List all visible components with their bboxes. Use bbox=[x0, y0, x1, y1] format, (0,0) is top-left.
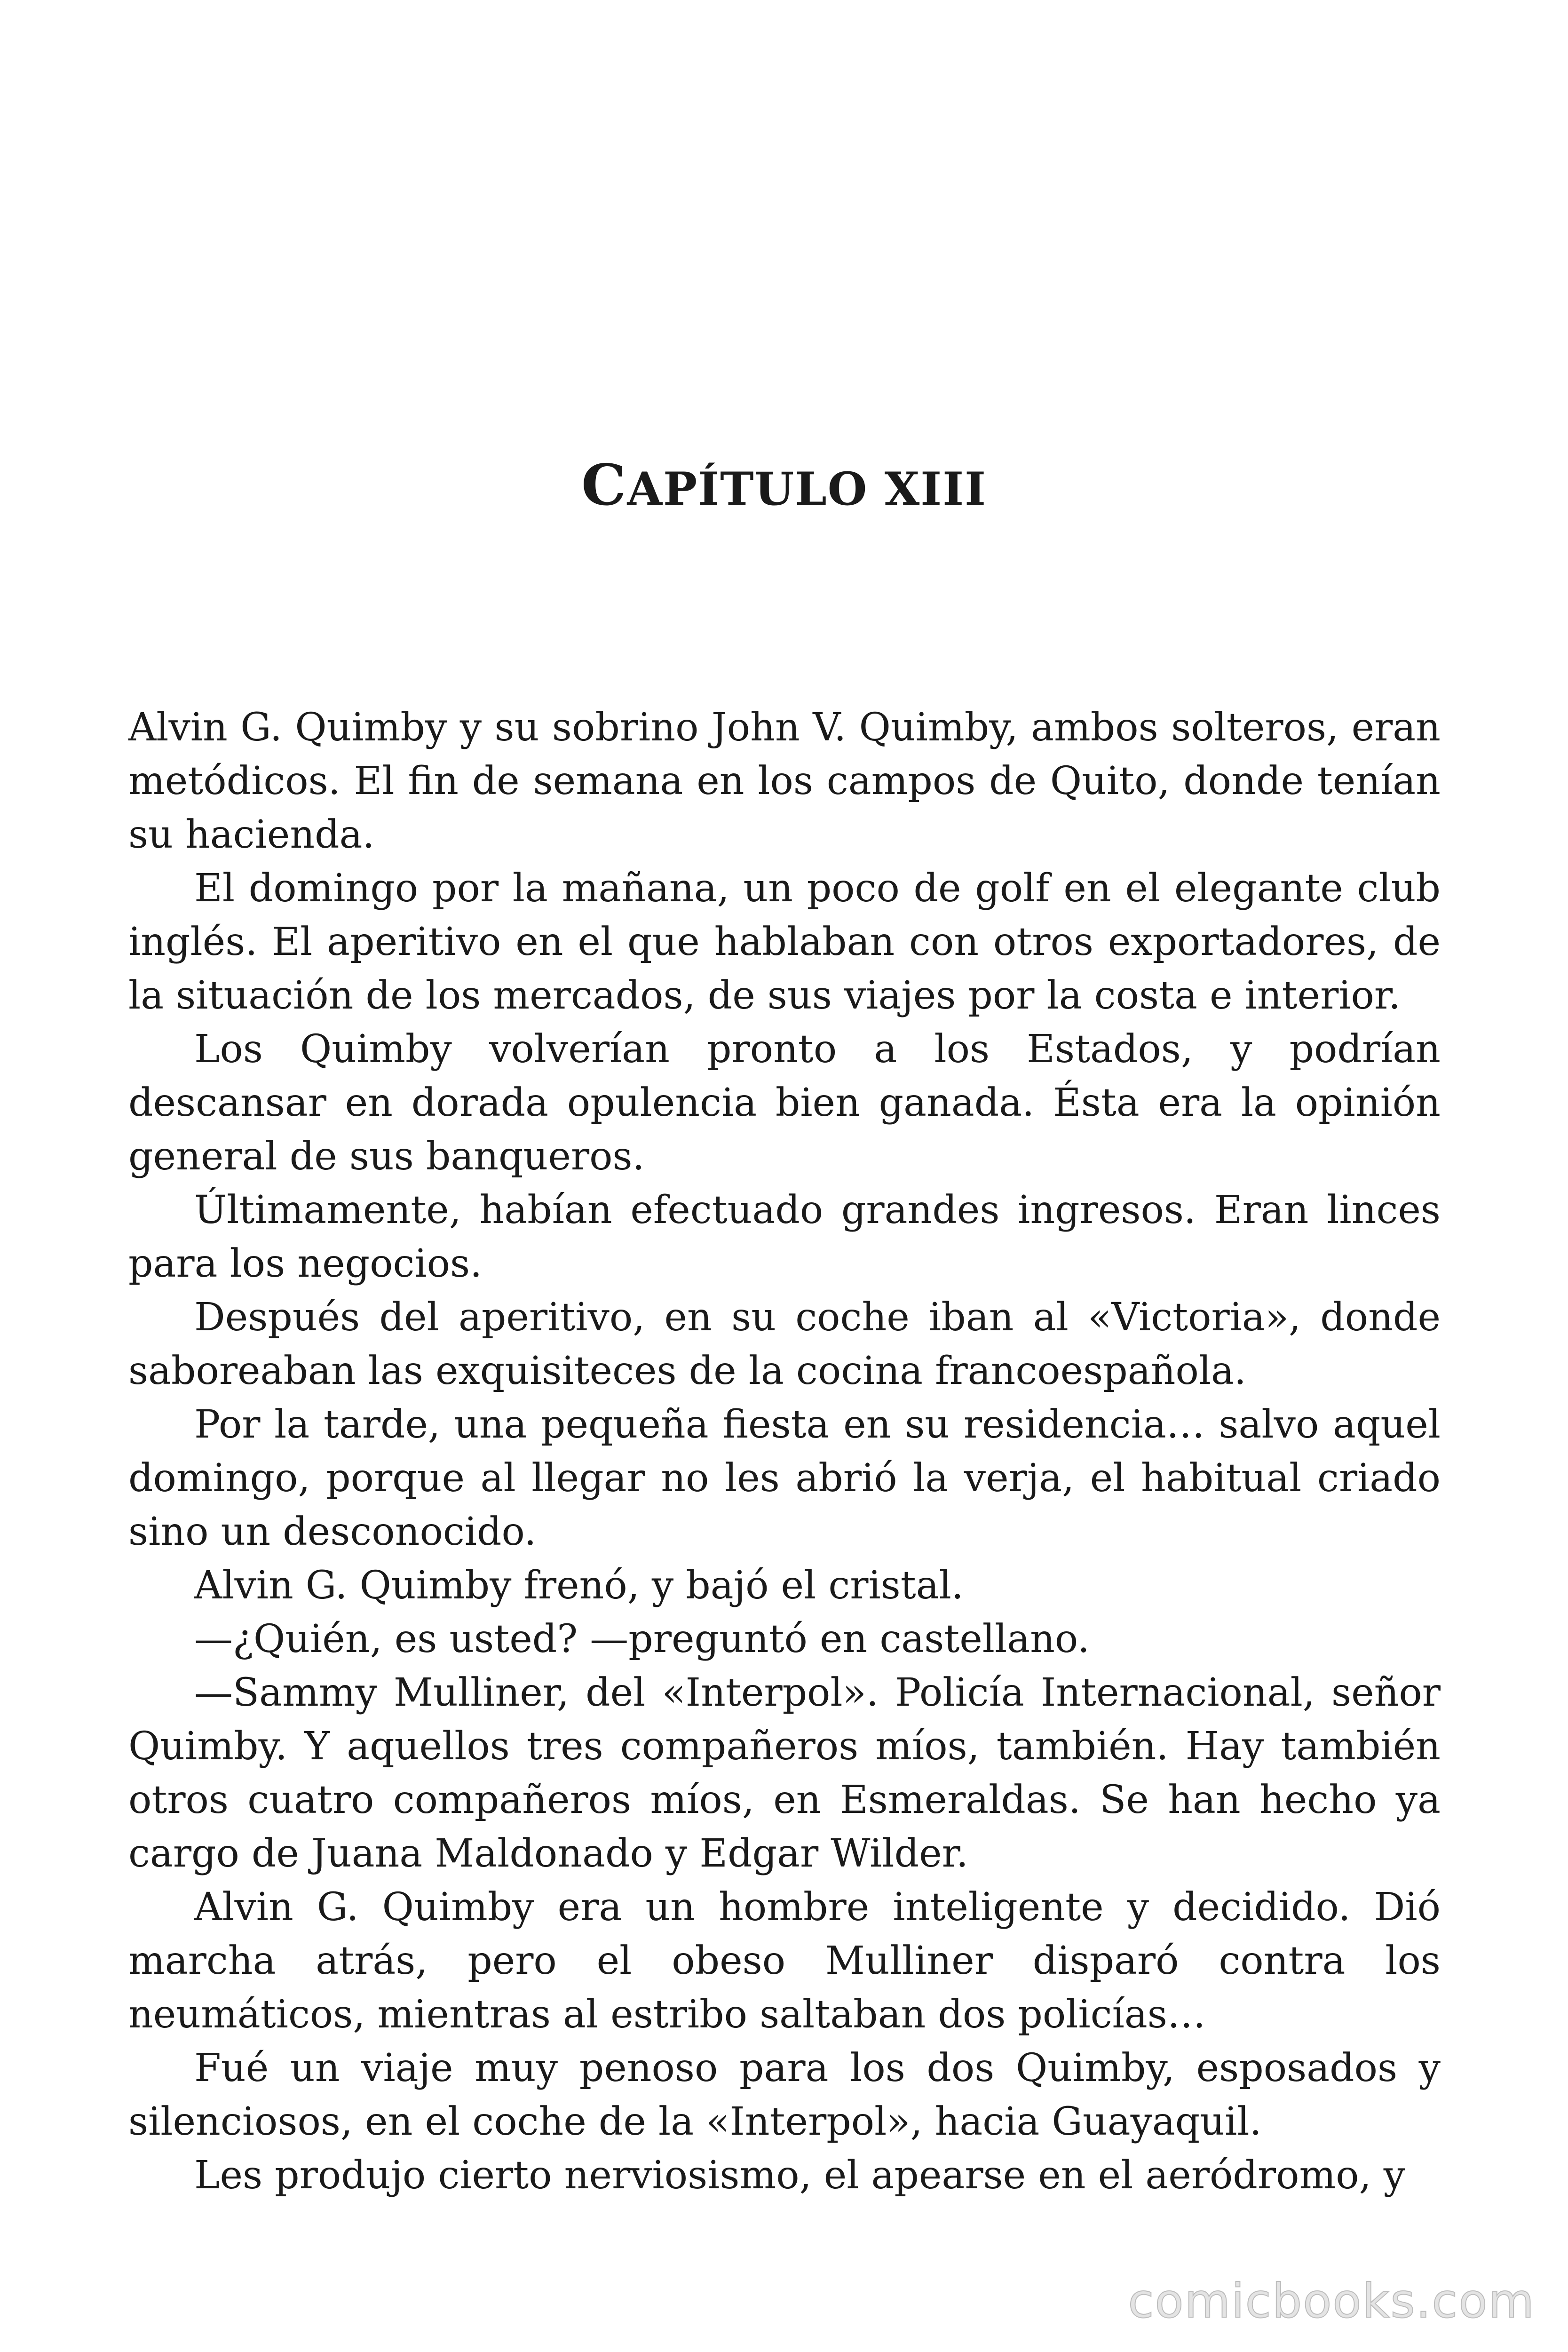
chapter-title bbox=[0, 452, 1568, 519]
chapter-title-initial: C bbox=[581, 452, 627, 518]
paragraph: —¿Quién, es usted? —preguntó en castellano. bbox=[194, 1617, 1090, 1661]
paragraph: Fué un viaje muy penoso para los dos Quimby, esposados y silenciosos, en el coche de la «Interpol», hacia Guayaquil. bbox=[128, 2046, 1441, 2144]
paragraph: Alvin G. Quimby era un hombre inteligente y decidido. Dió marcha atrás, pero el obeso Mulliner disparó contra los neumáticos, mientras al estribo saltaban dos policías… bbox=[128, 1885, 1441, 2037]
paragraph: Por la tarde, una pequeña fiesta en su residencia… salvo aquel domingo, porque al llegar no les abrió la verja, el habitual criado sino un desconocido. bbox=[128, 1402, 1441, 1554]
paragraph: Los Quimby volverían pronto a los Estados, y podrían descansar en dorada opulencia bien ganada. Ésta era la opinión general de sus banqueros. bbox=[128, 1027, 1441, 1179]
paragraph: —Sammy Mulliner, del «Interpol». Policía Internacional, señor Quimby. Y aquellos tres compañeros míos, también. Hay también otros cuatro compañeros míos, en Esmeraldas. Se han hecho ya cargo de Juana Maldonado y Edgar Wilder. bbox=[128, 1670, 1441, 1876]
chapter-title-rest: APÍTULO XIII bbox=[627, 462, 987, 516]
paragraph: Últimamente, habían efectuado grandes ingresos. Eran linces para los negocios. bbox=[128, 1188, 1441, 1286]
paragraph: Alvin G. Quimby y su sobrino John V. Quimby, ambos solteros, eran metódicos. El fin de semana en los campos de Quito, donde tenían su hacienda. bbox=[128, 705, 1441, 857]
paragraph: Les produjo cierto nerviosismo, el apearse en el aeródromo, y bbox=[194, 2153, 1406, 2198]
paragraph: El domingo por la mañana, un poco de golf en el elegante club inglés. El aperitivo en el que hablaban con otros exportadores, de la situación de los mercados, de sus viajes por la costa e interior. bbox=[128, 866, 1441, 1018]
watermark: comicbooks.com bbox=[1128, 2273, 1535, 2328]
paragraph: Alvin G. Quimby frenó, y bajó el cristal. bbox=[194, 1563, 964, 1608]
paragraph: Después del aperitivo, en su coche iban al «Victoria», donde saboreaban las exquisiteces de la cocina francoespañola. bbox=[128, 1295, 1441, 1393]
chapter-body bbox=[128, 701, 1441, 2202]
